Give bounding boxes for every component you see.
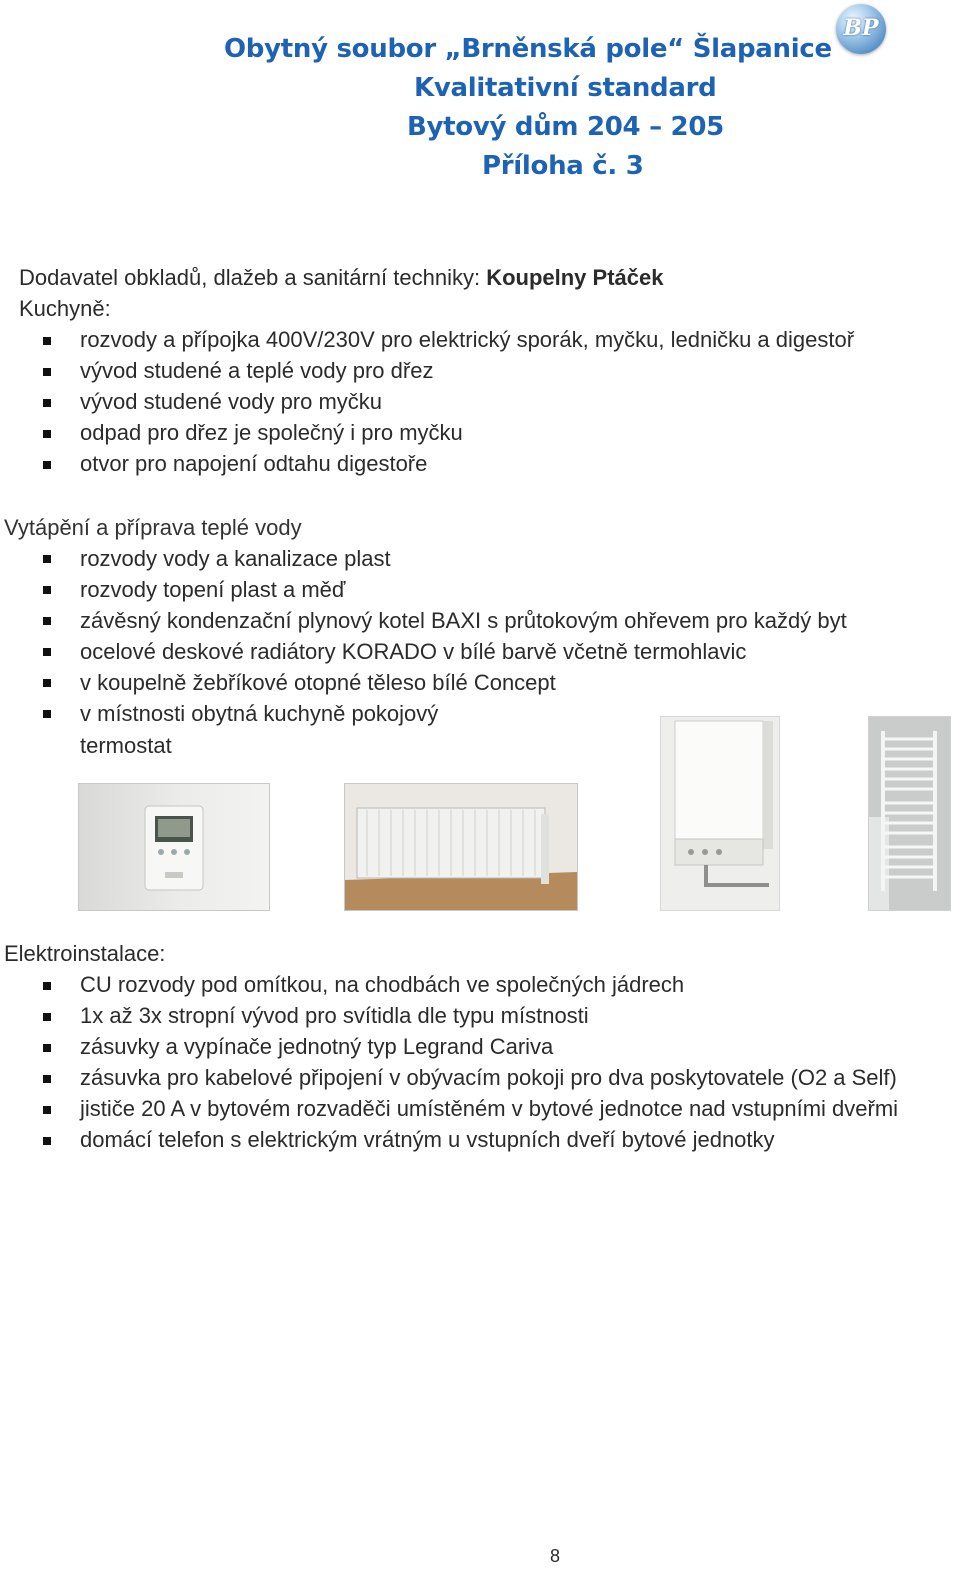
thermostat-illustration — [79, 784, 269, 910]
towel-radiator-illustration — [869, 717, 950, 910]
bullet-icon — [43, 368, 51, 376]
page-number: 8 — [550, 1546, 561, 1566]
list-item: domácí telefon s elektrickým vrátným u vstupních dveří bytové jednotky — [80, 1127, 775, 1152]
bullet-icon — [43, 430, 51, 438]
bullet-icon — [43, 617, 51, 625]
bullet-icon — [43, 679, 51, 687]
building-title: Bytový dům 204 – 205 — [407, 112, 724, 142]
standard-title: Kvalitativní standard — [414, 73, 717, 103]
bullet-icon — [43, 461, 51, 469]
list-item: odpad pro dřez je společný i pro myčku — [80, 420, 463, 445]
bullet-icon — [43, 1137, 51, 1145]
towel-radiator-photo — [868, 716, 951, 911]
list-item: rozvody vody a kanalizace plast — [80, 546, 391, 571]
list-item: ocelové deskové radiátory KORADO v bílé barvě včetně termohlavic — [80, 639, 747, 664]
bp-logo — [836, 4, 886, 54]
boiler-illustration — [661, 717, 779, 910]
appendix-title: Příloha č. 3 — [482, 151, 644, 181]
bullet-icon — [43, 399, 51, 407]
logo-text: BP — [843, 15, 879, 41]
bullet-icon — [43, 1044, 51, 1052]
bullet-icon — [43, 648, 51, 656]
supplier-label: Dodavatel obkladů, dlažeb a sanitární techniky: — [19, 265, 487, 290]
radiator-photo — [344, 783, 578, 911]
bullet-icon — [43, 555, 51, 563]
list-item: zásuvka pro kabelové připojení v obývacím pokoji pro dva poskytovatele (O2 a Self) — [80, 1065, 897, 1090]
bullet-icon — [43, 1013, 51, 1021]
list-item: jističe 20 A v bytovém rozvaděči umístěném v bytové jednotce nad vstupními dveřmi — [80, 1096, 899, 1121]
bullet-icon — [43, 337, 51, 345]
heating-title: Vytápění a příprava teplé vody — [4, 515, 302, 540]
boiler-photo — [660, 716, 780, 911]
list-item: otvor pro napojení odtahu digestoře — [80, 451, 428, 476]
list-item: vývod studené a teplé vody pro dřez — [80, 358, 434, 383]
bullet-icon — [43, 982, 51, 990]
list-item-continuation: termostat — [80, 733, 172, 758]
list-item: zásuvky a vypínače jednotný typ Legrand Cariva — [80, 1034, 554, 1059]
list-item: v místnosti obytná kuchyně pokojový — [80, 701, 439, 726]
project-title: Obytný soubor „Brněnská pole“ Šlapanice — [224, 34, 832, 64]
radiator-illustration — [345, 784, 577, 910]
list-item: v koupelně žebříkové otopné těleso bílé Concept — [80, 670, 556, 695]
list-item: rozvody a přípojka 400V/230V pro elektrický sporák, myčku, ledničku a digestoř — [80, 327, 855, 352]
list-item: 1x až 3x stropní vývod pro svítidla dle typu místnosti — [80, 1003, 589, 1028]
supplier-line — [19, 264, 663, 292]
thermostat-photo — [78, 783, 270, 911]
bullet-icon — [43, 1106, 51, 1114]
electrical-title: Elektroinstalace: — [4, 941, 166, 966]
list-item: CU rozvody pod omítkou, na chodbách ve společných jádrech — [80, 972, 685, 997]
list-item: rozvody topení plast a měď — [80, 577, 346, 602]
bullet-icon — [43, 1075, 51, 1083]
kitchen-title: Kuchyně: — [19, 296, 111, 321]
supplier-name: Koupelny Ptáček — [486, 265, 664, 290]
bullet-icon — [43, 710, 51, 718]
list-item: vývod studené vody pro myčku — [80, 389, 383, 414]
list-item: závěsný kondenzační plynový kotel BAXI s průtokovým ohřevem pro každý byt — [80, 608, 847, 633]
bullet-icon — [43, 586, 51, 594]
